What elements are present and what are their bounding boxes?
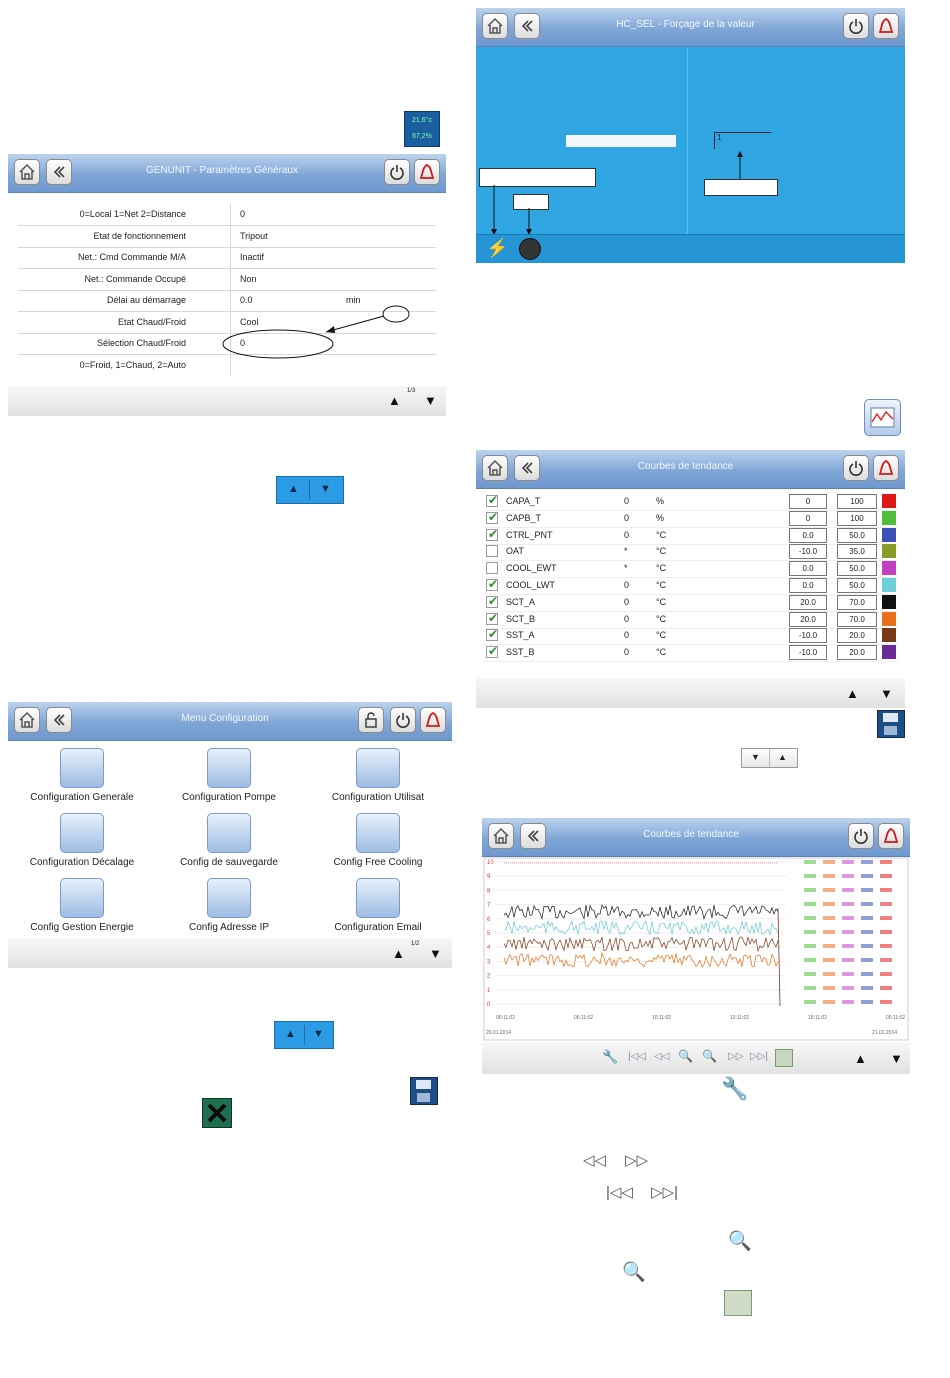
legend-cell [880,1000,892,1004]
sort-buttons[interactable] [741,748,798,768]
back-icon [518,459,536,477]
alarm-button[interactable] [420,707,446,733]
legend-cell [842,888,854,892]
menu-item-config-adresse-ip[interactable]: Config Adresse IP [159,878,299,933]
legend-cell [861,958,873,962]
y-tick-label: 0 [487,1002,491,1008]
min-input[interactable]: 0 [789,511,827,526]
trend-variable-row[interactable] [484,628,898,645]
divider [304,1025,305,1045]
y-tick-label: 4 [487,945,491,952]
power-button[interactable] [384,159,410,185]
home-icon [18,163,36,181]
scroll-up-button[interactable]: ▲ [854,1051,867,1066]
legend-cell [804,916,816,920]
legend-cell [804,902,816,906]
variable-unit: °C [656,580,667,590]
checkbox[interactable] [486,579,498,591]
last-page-icon[interactable]: ▷▷| [750,1051,768,1062]
legend-cell [861,930,873,934]
y-tick-label: 7 [487,902,491,909]
zoom-out-icon: 🔍 [622,1262,646,1283]
user-gear-icon [356,748,400,788]
back-button[interactable] [514,13,540,39]
home-icon [492,827,510,845]
variable-name: SST_A [506,630,535,641]
scroll-down-button[interactable]: ▼ [890,1051,903,1066]
save-icon[interactable] [410,1077,438,1105]
min-input[interactable]: 0.0 [789,578,827,593]
color-swatch[interactable] [882,612,896,626]
power-button[interactable] [848,823,874,849]
legend-cell [880,972,892,976]
cancel-icon[interactable] [202,1098,232,1128]
variable-unit: °C [656,613,667,624]
legend-cell [823,930,835,934]
home-button[interactable] [482,455,508,481]
min-input[interactable]: -10.0 [789,544,827,559]
x-tick-label: 10:11:02 [652,1015,672,1021]
reset-chart-icon [724,1290,752,1316]
legend-cell [823,902,835,906]
legend-cell [804,986,816,990]
legend-cell [823,944,835,948]
down-arrow-icon: ▼ [751,752,760,762]
reset-chart-icon[interactable] [775,1049,793,1067]
variable-value: * [624,546,628,557]
legend-cell [861,1000,873,1004]
y-tick-label: 9 [487,874,491,881]
previous-icon[interactable]: ◁◁ [654,1051,670,1062]
legend-cell [861,972,873,976]
color-swatch[interactable] [882,544,896,558]
trend-variable-row[interactable] [484,528,898,545]
variable-unit: °C [656,596,667,607]
scroll-down-button[interactable]: ▼ [880,686,893,701]
legend-cell [880,860,892,864]
menu-item-configuration-utilisat[interactable]: Configuration Utilisat [308,748,448,803]
home-button[interactable] [488,823,514,849]
legend-cell [804,888,816,892]
home-icon [18,711,36,729]
legend-cell [823,874,835,878]
variable-name: COOL_LWT [506,580,555,590]
temperature-widget[interactable] [404,111,440,147]
up-arrow-icon: ▲ [778,752,787,762]
param-row[interactable]: Net.: Cmd Commande M/A Inactif [18,247,436,269]
trend-chart-icon[interactable] [864,399,901,436]
alarm-bell-icon [418,163,436,181]
color-swatch[interactable] [882,494,896,508]
param-row[interactable]: Délai au démarrage 0.0 min [18,290,436,312]
legend-cell [880,916,892,920]
color-swatch[interactable] [882,511,896,525]
x-tick-label: 00:11:02 [886,1015,906,1021]
legend-cell [823,986,835,990]
scroll-buttons[interactable] [274,1021,334,1049]
back-icon [50,163,68,181]
legend-cell [804,874,816,878]
legend-cell [804,930,816,934]
y-tick-label: 5 [487,931,491,937]
page-indicator: 1/2 [411,941,420,947]
variable-name: CAPB_T [506,512,542,523]
variable-value: 0 [624,512,630,523]
next-icon[interactable]: ▷▷ [728,1051,744,1062]
user-gear-icon [356,813,400,853]
variable-unit: % [656,496,665,506]
trend-variable-row[interactable] [484,544,898,561]
legend-cell [861,860,873,864]
variable-name: CTRL_PNT [506,529,553,540]
param-row[interactable]: 0=Local 1=Net 2=Distance 0 [18,204,436,226]
up-arrow-icon: ▲ [288,483,299,495]
title-bar [8,702,452,741]
variable-value: 0 [624,647,630,658]
scroll-down-button[interactable]: ▼ [424,393,437,408]
min-input[interactable]: 0 [789,494,827,509]
variable-value: 0 [624,529,630,540]
max-input[interactable]: 100 [837,511,877,526]
variable-unit: °C [656,630,667,641]
legend-cell [842,930,854,934]
param-row[interactable]: Etat Chaud/Froid Cool [18,312,436,334]
legend-cell [804,1000,816,1004]
legend-cell [861,902,873,906]
legend-cell [880,958,892,962]
color-swatch[interactable] [882,578,896,592]
power-icon [852,827,870,845]
title-bar [476,8,905,47]
x-tick-label: 18:11:02 [808,1015,828,1021]
legend-cell [842,874,854,878]
scroll-down-button[interactable]: ▼ [429,946,442,961]
value-input[interactable]: 1 [714,132,771,149]
last-page-icon: ▷▷| [651,1184,678,1201]
legend-cell [842,916,854,920]
y-tick-label: 2 [487,973,491,980]
color-swatch[interactable] [882,628,896,642]
pump-icon [207,748,251,788]
checkbox[interactable] [486,596,498,608]
back-button[interactable] [46,159,72,185]
checkbox[interactable] [486,512,498,524]
lock-button[interactable] [358,707,384,733]
legend-cell [880,930,892,934]
chart-toolbar [482,1042,910,1074]
legend-cell [880,902,892,906]
title-bar [8,154,446,193]
max-input[interactable]: 70.0 [837,612,877,627]
value-bar [566,135,676,147]
alarm-bell-icon [424,711,442,729]
variable-unit: °C [656,563,667,574]
legend-cell [861,874,873,878]
page-title: Courbes de tendance [637,461,734,472]
trend-variable-row[interactable] [484,561,898,578]
legend-cell [880,888,892,892]
variable-name: SCT_A [506,596,536,607]
legend-cell [842,958,854,962]
checkbox[interactable] [486,613,498,625]
power-button[interactable] [390,707,416,733]
scroll-buttons[interactable] [276,476,344,504]
scroll-up-button[interactable]: ▲ [388,393,401,408]
home-icon [486,17,504,35]
page-indicator: 1/3 [407,388,416,394]
home-button[interactable] [14,159,40,185]
home-button[interactable] [14,707,40,733]
menu-item-configuration-pompe[interactable]: Configuration Pompe [159,748,299,803]
max-input[interactable]: 50.0 [837,561,877,576]
menu-item-configuration-generale[interactable]: Configuration Generale [12,748,152,803]
trend-variable-row[interactable] [484,612,898,629]
panel-footer [476,678,905,708]
legend-cell [880,944,892,948]
legend-cell [861,986,873,990]
variable-value: 0 [624,596,630,607]
up-arrow-icon: ▲ [285,1028,296,1040]
genunit-panel [8,154,446,416]
legend-cell [804,972,816,976]
param-row[interactable]: Etat de fonctionnement Tripout [18,226,436,248]
checkbox[interactable] [486,529,498,541]
variable-value: 0 [624,496,630,506]
checkbox[interactable] [486,562,498,574]
alarm-button[interactable] [414,159,440,185]
power-icon [394,711,412,729]
power-icon [847,459,865,477]
page-title: Courbes de tendance [643,829,739,840]
legend-cell [804,958,816,962]
date-label: 21.01.2014 [872,1030,898,1036]
divider [309,480,310,500]
x-tick-label: 00:11:02 [496,1015,516,1021]
y-tick-label: 3 [487,959,491,966]
panel-footer [8,938,452,968]
trend-plot[interactable] [482,856,910,1042]
max-input[interactable]: 70.0 [837,595,877,610]
alarm-bell-icon [877,459,895,477]
title-bar [482,818,910,857]
max-input[interactable]: 50.0 [837,528,877,543]
next-icon: ▷▷ [625,1152,649,1169]
y-tick-label: 10 [487,860,494,866]
down-arrow-icon: ▼ [313,1028,324,1040]
temperature-value: 21,6°c [412,117,432,124]
param-row[interactable]: Net.: Commande Occupé Non [18,269,436,291]
trend-variable-row[interactable] [484,595,898,612]
legend-cell [842,986,854,990]
checkbox[interactable] [486,545,498,557]
save-icon[interactable] [877,710,905,738]
page-title: Menu Configuration [181,713,269,724]
legend-cell [861,944,873,948]
color-swatch[interactable] [882,645,896,659]
wrench-icon[interactable]: 🔧 [602,1049,619,1064]
color-swatch[interactable] [882,561,896,575]
scroll-up-button[interactable]: ▲ [846,686,859,701]
max-input[interactable]: 50.0 [837,578,877,593]
user-gear-icon [60,813,104,853]
variable-unit: °C [656,546,667,557]
checkbox[interactable] [486,629,498,641]
power-icon [388,163,406,181]
bottom-bar [476,234,905,263]
legend-cell [823,860,835,864]
y-tick-label: 1 [487,987,491,994]
legend-cell [880,986,892,990]
page-title: GENUNIT - Paramètres Généraux [145,165,299,176]
color-swatch[interactable] [882,595,896,609]
param-row-selected[interactable]: Sélection Chaud/Froid 0 [18,333,436,355]
power-button[interactable] [843,13,869,39]
legend-cell [842,860,854,864]
lightning-icon[interactable]: ⚡ [486,238,509,258]
param-row: 0=Froid, 1=Chaud, 2=Auto [18,355,436,376]
variable-value: 0 [624,630,630,641]
previous-icon: ◁◁ [583,1152,607,1169]
email-icon [356,878,400,918]
trend-variable-row[interactable] [484,578,898,595]
menu-item-configuration-decalage[interactable]: Configuration Décalage [12,813,152,868]
variable-name: SCT_B [506,613,536,624]
legend-cell [823,916,835,920]
variable-value: * [624,563,628,574]
eraser-icon[interactable] [519,238,541,260]
legend-cell [823,888,835,892]
variable-name: OAT [506,546,524,557]
variable-name: CAPA_T [506,496,541,506]
trend-list-panel [476,450,905,706]
trend-variable-row[interactable] [484,511,898,528]
home-button[interactable] [482,13,508,39]
variable-unit: °C [656,647,667,658]
legend-cell [823,958,835,962]
menu-item-config-sauvegarde[interactable]: Config de sauvegarde [159,813,299,868]
page-title: HC_SEL - Forçage de la valeur [616,19,755,30]
legend-cell [842,944,854,948]
y-tick-label: 6 [487,916,491,923]
legend-cell [823,1000,835,1004]
trend-variable-row[interactable] [484,645,898,662]
menu-config-panel [8,702,452,966]
min-input[interactable]: 20.0 [789,612,827,627]
title-bar [476,450,905,489]
user-gear-icon [207,813,251,853]
legend-cell [861,888,873,892]
menu-item-config-gestion-energie[interactable]: Config Gestion Energie [12,878,152,933]
min-input[interactable]: -10.0 [789,628,827,643]
alarm-button[interactable] [878,823,904,849]
back-icon [524,827,542,845]
callout-arrows [476,148,796,238]
alarm-bell-icon [882,827,900,845]
min-input[interactable]: 0.0 [789,561,827,576]
checkbox[interactable] [486,495,498,507]
back-button[interactable] [520,823,546,849]
lock-icon [362,711,380,729]
panel-footer [8,386,446,416]
humidity-value: 67,2% [412,133,432,140]
min-input[interactable]: 20.0 [789,595,827,610]
variable-unit: °C [656,529,667,540]
power-icon [847,17,865,35]
back-button[interactable] [46,707,72,733]
max-input[interactable]: 100 [837,494,877,509]
down-arrow-icon: ▼ [320,483,331,495]
variable-name: SST_B [506,647,535,658]
variable-unit: % [656,512,665,523]
legend-cell [804,860,816,864]
max-input[interactable]: 20.0 [837,645,877,660]
legend-cell [880,874,892,878]
alarm-button[interactable] [873,13,899,39]
back-icon [50,711,68,729]
x-tick-label: 12:11:02 [730,1015,750,1021]
x-tick-label: 06:11:02 [574,1015,594,1021]
power-button[interactable] [843,455,869,481]
legend-cell [842,972,854,976]
max-input[interactable]: 20.0 [837,628,877,643]
legend-cell [861,916,873,920]
min-input[interactable]: 0.0 [789,528,827,543]
user-gear-icon [207,878,251,918]
callout-annotation [218,304,428,364]
zoom-out-icon[interactable]: 🔍 [702,1049,717,1063]
scroll-up-button[interactable]: ▲ [392,946,405,961]
alarm-bell-icon [877,17,895,35]
zoom-in-icon: 🔍 [728,1231,752,1252]
alarm-button[interactable] [873,455,899,481]
legend-cell [842,902,854,906]
hcsel-panel [476,8,905,262]
unit-label: min [346,295,361,305]
home-icon [486,459,504,477]
trend-chart-panel [482,818,910,1074]
first-page-icon: |◁◁ [606,1184,633,1201]
back-icon [518,17,536,35]
first-page-icon[interactable]: |◁◁ [628,1051,646,1062]
variable-value: 0 [624,580,630,590]
variable-name: COOL_EWT [506,563,557,574]
checkbox[interactable] [486,646,498,658]
y-tick-label: 8 [487,888,491,895]
zoom-in-icon[interactable]: 🔍 [678,1049,693,1063]
trend-variable-row[interactable] [484,494,898,511]
legend-cell [842,1000,854,1004]
user-gear-icon [60,748,104,788]
min-input[interactable]: -10.0 [789,645,827,660]
variable-value: 0 [624,613,630,624]
back-button[interactable] [514,455,540,481]
menu-item-configuration-email[interactable]: Configuration Email [308,878,448,933]
user-gear-icon [60,878,104,918]
legend-cell [823,972,835,976]
color-swatch[interactable] [882,528,896,542]
wrench-icon: 🔧 [721,1076,749,1101]
max-input[interactable]: 35.0 [837,544,877,559]
menu-item-config-free-cooling[interactable]: Config Free Cooling [308,813,448,868]
date-label: 20.01.2014 [486,1030,512,1036]
legend-cell [804,944,816,948]
